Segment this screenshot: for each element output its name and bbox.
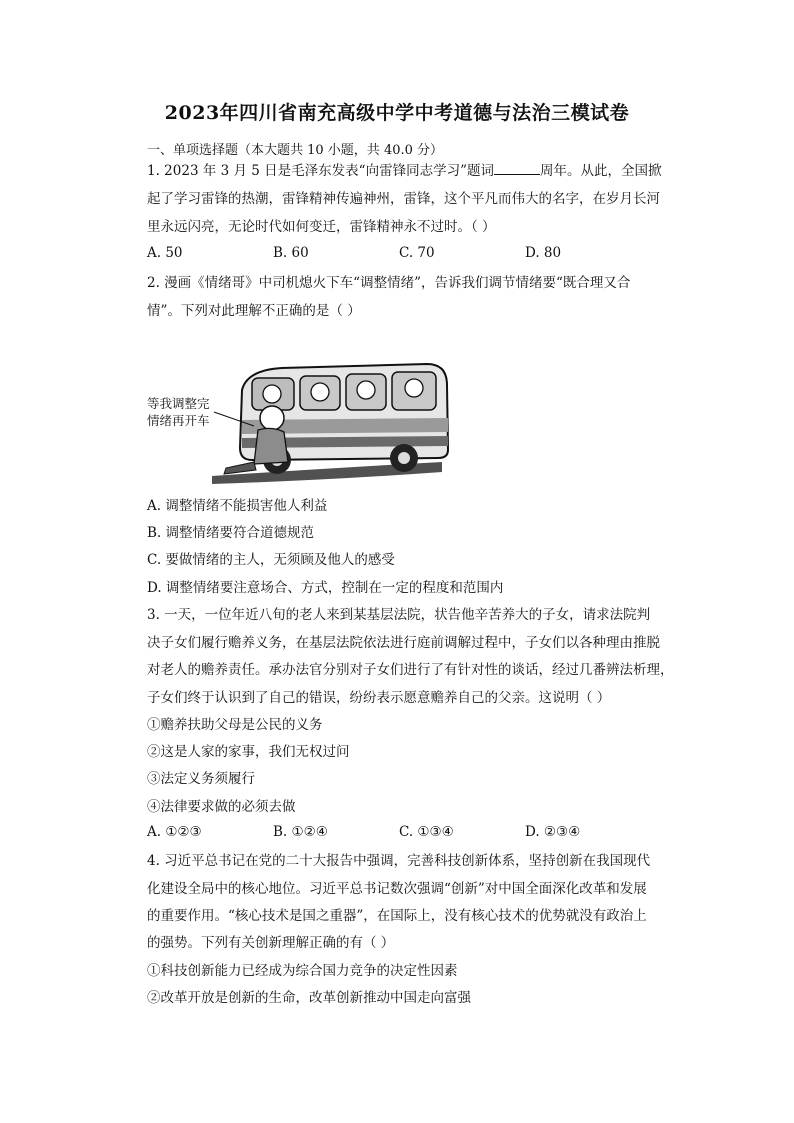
q3-option-a[interactable]: A. ①②③	[147, 824, 202, 840]
q3-options	[147, 824, 687, 844]
q2-line-2: 情”。下列对此理解不正确的是（ ）	[147, 303, 361, 319]
q3-line-3: 对老人的赡养责任。承办法官分别对子女们进行了有针对性的谈话，经过几番辨法析理，	[147, 662, 674, 678]
cartoon-caption-1: 等我调整完	[147, 396, 210, 411]
q4-line-4: 的强势。下列有关创新理解正确的有（ ）	[147, 935, 395, 951]
answer-blank	[494, 161, 540, 175]
q1-option-a[interactable]: A. 50	[147, 245, 183, 261]
q2-option-d[interactable]: D. 调整情绪要注意场合、方式，控制在一定的程度和范围内	[147, 580, 504, 596]
q3-line-4: 子女们终于认识到了自己的错误，纷纷表示愿意赡养自己的父亲。这说明（ ）	[147, 690, 611, 706]
q3-item-3: ③法定义务须履行	[147, 771, 255, 787]
q1-option-c[interactable]: C. 70	[399, 245, 435, 261]
q4-line-2: 化建设全局中的核心地位。习近平总书记数次强调“创新”对中国全面深化改革和发展	[147, 881, 647, 897]
q1-line-1	[147, 161, 661, 181]
q3-item-2: ②这是人家的家事，我们无权过问	[147, 744, 350, 760]
q3-line-1: 3. 一天，一位年近八旬的老人来到某基层法院，状告他辛苦养大的子女，请求法院判	[147, 607, 651, 623]
exam-title: 2023年四川省南充高级中学中考道德与法治三模试卷	[164, 102, 630, 124]
q4-item-2: ②改革开放是创新的生命，改革创新推动中国走向富强	[147, 990, 471, 1006]
q2-option-a[interactable]: A. 调整情绪不能损害他人利益	[147, 498, 328, 514]
q1-options	[147, 245, 687, 265]
q1-option-b[interactable]: B. 60	[273, 245, 309, 261]
q4-line-1: 4. 习近平总书记在党的二十大报告中强调，完善科技创新体系，坚持创新在我国现代	[147, 853, 651, 869]
q1-text-a: 1. 2023 年 3 月 5 日是毛泽东发表“向雷锋同志学习”题词	[147, 163, 494, 179]
q3-line-2: 决子女们履行赡养义务，在基层法院依法进行庭前调解过程中，子女们以各种理由推脱	[147, 635, 660, 651]
q3-option-b[interactable]: B. ①②④	[273, 824, 328, 840]
q2-option-c[interactable]: C. 要做情绪的主人，无须顾及他人的感受	[147, 552, 395, 568]
q4-item-1: ①科技创新能力已经成为综合国力竞争的决定性因素	[147, 963, 458, 979]
q2-option-b[interactable]: B. 调整情绪要符合道德规范	[147, 525, 315, 541]
q3-item-1: ①赡养扶助父母是公民的义务	[147, 717, 323, 733]
q4-line-3: 的重要作用。“核心技术是国之重器”，在国际上，没有核心技术的优势就没有政治上	[147, 908, 647, 924]
q1-text-b: 周年。从此，全国掀	[539, 163, 662, 179]
q2-line-1: 2. 漫画《情绪哥》中司机熄火下车“调整情绪”，告诉我们调节情绪要“既合理又合	[147, 275, 631, 291]
cartoon-caption-2: 情绪再开车	[147, 413, 210, 428]
section-heading: 一、单项选择题（本大题共 10 小题，共 40.0 分）	[147, 143, 444, 158]
bus-illustration	[142, 350, 462, 490]
q3-item-4: ④法律要求做的必须去做	[147, 799, 296, 815]
q3-option-d[interactable]: D. ②③④	[525, 824, 581, 840]
q1-option-d[interactable]: D. 80	[525, 245, 562, 261]
q1-line-3: 里永远闪亮，无论时代如何变迁，雷锋精神永不过时。（ ）	[147, 219, 496, 235]
q3-option-c[interactable]: C. ①③④	[399, 824, 454, 840]
q1-line-2: 起了学习雷锋的热潮，雷锋精神传遍神州，雷锋，这个平凡而伟大的名字，在岁月长河	[147, 191, 660, 207]
bus-cartoon	[142, 350, 462, 490]
